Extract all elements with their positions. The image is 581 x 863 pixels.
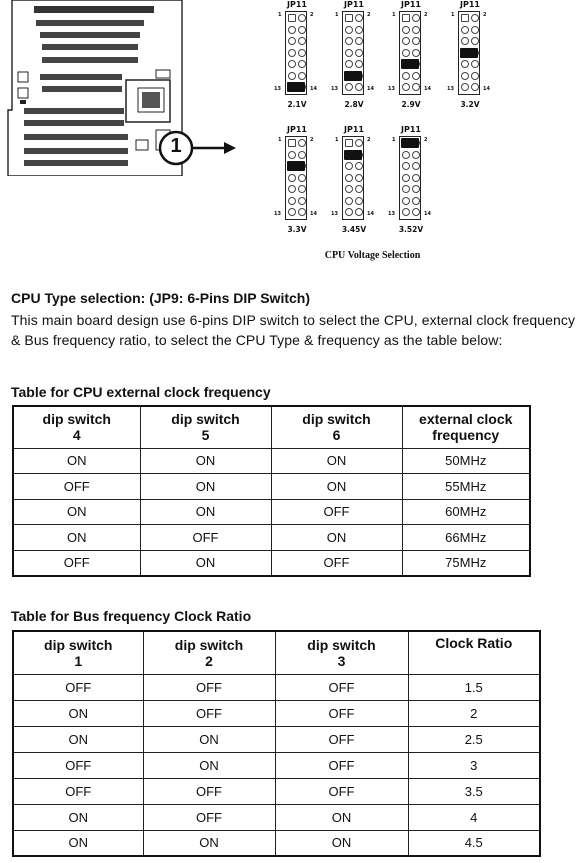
- jumper-pin: [345, 14, 353, 22]
- jumper-callout: [158, 130, 194, 166]
- jumper-block: [331, 0, 374, 111]
- jumper-pin: [355, 60, 363, 68]
- table-cell: OFF: [13, 474, 140, 500]
- table-cell: 75MHz: [402, 550, 530, 576]
- table-cell: OFF: [275, 778, 408, 804]
- column-header: dip switch 6: [271, 406, 402, 448]
- jumper-pin: [345, 60, 353, 68]
- pin-number: 2: [367, 12, 371, 18]
- jumper-pin: [288, 37, 296, 45]
- pin-number: 2: [310, 137, 314, 143]
- table-cell: OFF: [271, 499, 402, 525]
- pin-number: 1: [392, 12, 396, 18]
- table-cell: ON: [275, 804, 408, 830]
- jumper-pin: [412, 83, 420, 91]
- pin-number: 1: [335, 12, 339, 18]
- jumper-block: [274, 125, 317, 236]
- column-header: dip switch 1: [13, 631, 143, 674]
- voltage-label: 3.3V: [287, 225, 307, 234]
- jumper-pin: [412, 14, 420, 22]
- pin-number: 13: [388, 211, 395, 217]
- jumper-pin: [412, 185, 420, 193]
- voltage-label: 3.45V: [341, 225, 367, 234]
- jumper-name: JP11: [287, 125, 307, 134]
- jumper-cap: [287, 161, 305, 171]
- table-row: [13, 499, 530, 525]
- table-cell: ON: [140, 499, 271, 525]
- clock-ratio-table: [12, 630, 541, 857]
- table-cell: 3: [408, 752, 540, 778]
- table-cell: 3.5: [408, 778, 540, 804]
- jumper-pin: [402, 37, 410, 45]
- clock-frequency-table: [12, 405, 531, 577]
- table-cell: 66MHz: [402, 525, 530, 551]
- table-row: [13, 550, 530, 576]
- jumper-pin: [461, 72, 469, 80]
- jumper-header: [399, 11, 421, 95]
- table-cell: OFF: [13, 674, 143, 700]
- table-cell: ON: [275, 830, 408, 856]
- jumper-header: [285, 136, 307, 220]
- table-cell: OFF: [271, 550, 402, 576]
- jumper-block: [274, 0, 317, 111]
- jumper-name: JP11: [460, 0, 480, 9]
- table-cell: OFF: [13, 550, 140, 576]
- jumper-block: [388, 125, 431, 236]
- jumper-name: JP11: [401, 0, 421, 9]
- pin-number: 13: [274, 86, 281, 92]
- jumper-name: JP11: [344, 0, 364, 9]
- table-cell: OFF: [143, 778, 275, 804]
- voltage-label: 2.8V: [344, 100, 364, 109]
- jumper-pin: [355, 83, 363, 91]
- jumper-header: [399, 136, 421, 220]
- table1-caption: Table for CPU external clock frequency: [11, 384, 271, 400]
- pin-number: 2: [424, 12, 428, 18]
- voltage-label: 2.1V: [287, 100, 307, 109]
- jumper-pin: [345, 174, 353, 182]
- table-cell: OFF: [13, 778, 143, 804]
- jumper-pin: [402, 83, 410, 91]
- jumper-pin: [288, 151, 296, 159]
- table-cell: 1.5: [408, 674, 540, 700]
- jumper-pin: [345, 49, 353, 57]
- jumper-pin: [288, 26, 296, 34]
- table2-caption: Table for Bus frequency Clock Ratio: [11, 608, 252, 624]
- jumper-pin: [402, 174, 410, 182]
- jumper-pin: [345, 83, 353, 91]
- jumper-pin: [288, 174, 296, 182]
- voltage-label: 3.52V: [398, 225, 424, 234]
- jumper-pin: [471, 72, 479, 80]
- jumper-pin: [345, 162, 353, 170]
- jumper-pin: [298, 72, 306, 80]
- table-cell: ON: [271, 525, 402, 551]
- jumper-header: [458, 11, 480, 95]
- table-cell: OFF: [143, 674, 275, 700]
- table-cell: 50MHz: [402, 448, 530, 474]
- table-cell: ON: [140, 550, 271, 576]
- jumper-pin: [402, 26, 410, 34]
- voltage-label: 2.9V: [401, 100, 421, 109]
- jumper-pin: [412, 26, 420, 34]
- jumper-name: JP11: [344, 125, 364, 134]
- pin-number: 14: [483, 86, 490, 92]
- table-row: [13, 778, 540, 804]
- pin-number: 1: [335, 137, 339, 143]
- table-cell: OFF: [13, 752, 143, 778]
- jumper-pin: [471, 26, 479, 34]
- table-row: [13, 700, 540, 726]
- arrow-right-icon: [192, 140, 238, 156]
- jumper-pin: [402, 49, 410, 57]
- jumper-pin: [402, 14, 410, 22]
- section-title: CPU Type selection: (JP9: 6-Pins DIP Switch): [11, 290, 310, 306]
- jumper-pin: [345, 197, 353, 205]
- jumper-pin: [461, 37, 469, 45]
- jumper-pin: [402, 208, 410, 216]
- pin-number: 2: [424, 137, 428, 143]
- jumper-pin: [345, 185, 353, 193]
- table-cell: 55MHz: [402, 474, 530, 500]
- table-cell: 2: [408, 700, 540, 726]
- table-cell: ON: [13, 830, 143, 856]
- jumper-pin: [355, 49, 363, 57]
- table-cell: OFF: [275, 700, 408, 726]
- column-header: dip switch 3: [275, 631, 408, 674]
- pin-number: 1: [278, 12, 282, 18]
- jumper-pin: [412, 174, 420, 182]
- pin-number: 2: [483, 12, 487, 18]
- jumper-pin: [288, 49, 296, 57]
- jumper-cap: [287, 82, 305, 92]
- jumper-pin: [355, 197, 363, 205]
- table-row: [13, 448, 530, 474]
- jumper-pin: [412, 72, 420, 80]
- pin-number: 13: [447, 86, 454, 92]
- table-row: [13, 830, 540, 856]
- jumper-pin: [298, 14, 306, 22]
- callout-label: 1: [170, 135, 182, 157]
- jumper-pin: [345, 139, 353, 147]
- jumper-pin: [355, 37, 363, 45]
- jumper-cap: [401, 138, 419, 148]
- jumper-pin: [412, 162, 420, 170]
- jumper-block: [447, 0, 490, 111]
- table-cell: ON: [13, 804, 143, 830]
- table-cell: OFF: [143, 700, 275, 726]
- jumper-pin: [298, 151, 306, 159]
- figure-caption: CPU Voltage Selection: [324, 250, 421, 261]
- table-row: [13, 804, 540, 830]
- jumper-block: [388, 0, 431, 111]
- column-header: dip switch 4: [13, 406, 140, 448]
- jumper-pin: [288, 208, 296, 216]
- pin-number: 13: [331, 86, 338, 92]
- pin-number: 14: [310, 86, 317, 92]
- table-cell: ON: [143, 726, 275, 752]
- jumper-pin: [471, 14, 479, 22]
- jumper-pin: [288, 14, 296, 22]
- table-cell: ON: [271, 448, 402, 474]
- jumper-pin: [402, 185, 410, 193]
- table-cell: ON: [140, 448, 271, 474]
- jumper-block: [331, 125, 374, 236]
- table-cell: ON: [143, 752, 275, 778]
- table-cell: 2.5: [408, 726, 540, 752]
- jumper-pin: [461, 60, 469, 68]
- jumper-pin: [461, 14, 469, 22]
- jumper-pin: [355, 26, 363, 34]
- jumper-pin: [402, 72, 410, 80]
- voltage-label: 3.2V: [460, 100, 480, 109]
- jumper-pin: [298, 26, 306, 34]
- jumper-pin: [355, 174, 363, 182]
- jumper-pin: [298, 197, 306, 205]
- jumper-pin: [412, 197, 420, 205]
- table-row: [13, 525, 530, 551]
- jumper-header: [342, 136, 364, 220]
- section-body: This main board design use 6-pins DIP switch to select the CPU, external clock frequency & Bus frequency ratio, to select the CPU Type & frequency as the table below:: [11, 312, 576, 348]
- pin-number: 2: [367, 137, 371, 143]
- table-cell: OFF: [140, 525, 271, 551]
- pin-number: 2: [310, 12, 314, 18]
- table-row: [13, 674, 540, 700]
- table-cell: ON: [13, 499, 140, 525]
- table-cell: OFF: [275, 752, 408, 778]
- column-header: dip switch 5: [140, 406, 271, 448]
- jumper-header: [342, 11, 364, 95]
- jumper-pin: [345, 37, 353, 45]
- jumper-pin: [298, 60, 306, 68]
- jumper-cap: [460, 48, 478, 58]
- table-cell: ON: [13, 525, 140, 551]
- jumper-name: JP11: [287, 0, 307, 9]
- jumper-pin: [355, 139, 363, 147]
- jumper-pin: [345, 26, 353, 34]
- jumper-pin: [298, 208, 306, 216]
- pin-number: 1: [451, 12, 455, 18]
- jumper-pin: [288, 60, 296, 68]
- pin-number: 14: [367, 86, 374, 92]
- jumper-pin: [402, 162, 410, 170]
- table-cell: ON: [13, 448, 140, 474]
- jumper-pin: [471, 37, 479, 45]
- jumper-pin: [412, 37, 420, 45]
- jumper-pin: [298, 185, 306, 193]
- jumper-pin: [288, 72, 296, 80]
- jumper-pin: [288, 197, 296, 205]
- pin-number: 13: [331, 211, 338, 217]
- table-row: [13, 474, 530, 500]
- jumper-cap: [344, 150, 362, 160]
- pin-number: 13: [388, 86, 395, 92]
- jumper-pin: [355, 162, 363, 170]
- pin-number: 1: [392, 137, 396, 143]
- pin-number: 14: [424, 211, 431, 217]
- pin-number: 14: [367, 211, 374, 217]
- pin-number: 13: [274, 211, 281, 217]
- table-row: [13, 752, 540, 778]
- jumper-pin: [355, 14, 363, 22]
- jumper-pin: [402, 151, 410, 159]
- jumper-pin: [471, 83, 479, 91]
- jumper-pin: [355, 208, 363, 216]
- jumper-header: [285, 11, 307, 95]
- table-row: [13, 726, 540, 752]
- jumper-pin: [471, 60, 479, 68]
- table-cell: OFF: [275, 726, 408, 752]
- table-cell: 4.5: [408, 830, 540, 856]
- jumper-pin: [345, 208, 353, 216]
- table-cell: OFF: [275, 674, 408, 700]
- pin-number: 14: [424, 86, 431, 92]
- jumper-pin: [298, 49, 306, 57]
- pin-number: 1: [278, 137, 282, 143]
- pin-number: 14: [310, 211, 317, 217]
- column-header: Clock Ratio: [408, 631, 540, 674]
- table-cell: ON: [271, 474, 402, 500]
- jumper-cap: [344, 71, 362, 81]
- jumper-pin: [402, 197, 410, 205]
- jumper-pin: [412, 49, 420, 57]
- table-cell: ON: [140, 474, 271, 500]
- jumper-pin: [298, 139, 306, 147]
- jumper-pin: [298, 37, 306, 45]
- table-cell: ON: [13, 726, 143, 752]
- jumper-cap: [401, 59, 419, 69]
- jumper-pin: [288, 139, 296, 147]
- table-cell: 60MHz: [402, 499, 530, 525]
- jumper-pin: [412, 151, 420, 159]
- table-cell: OFF: [143, 804, 275, 830]
- jumper-pin: [288, 185, 296, 193]
- table-cell: 4: [408, 804, 540, 830]
- jumper-pin: [461, 83, 469, 91]
- column-header: external clock frequency: [402, 406, 530, 448]
- column-header: dip switch 2: [143, 631, 275, 674]
- jumper-pin: [412, 208, 420, 216]
- table-cell: ON: [143, 830, 275, 856]
- table-cell: ON: [13, 700, 143, 726]
- jumper-name: JP11: [401, 125, 421, 134]
- jumper-pin: [461, 26, 469, 34]
- jumper-pin: [298, 174, 306, 182]
- jumper-pin: [355, 185, 363, 193]
